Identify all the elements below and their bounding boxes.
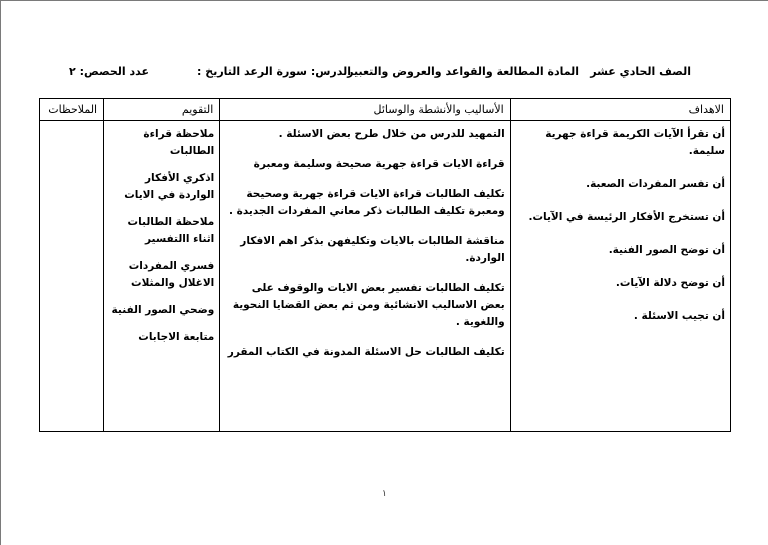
page-number: ١ — [382, 489, 387, 499]
subject-label: المادة المطالعة والقواعد والعروض والتعبير — [347, 65, 579, 78]
evaluation-item: ملاحظة الطالبات اثناء االتفسير — [127, 216, 215, 245]
goal-item: أن تقرأ الآيات الكريمة قراءة جهرية سليمة. — [545, 128, 725, 157]
lesson-plan-table — [39, 98, 731, 432]
lesson-date-label: الدرس: سورة الرعد التاريخ : — [197, 65, 351, 78]
lesson-header — [1, 65, 768, 83]
evaluation-item: متابعة الاجابات — [138, 331, 215, 343]
goal-item: أن تجيب الاسئلة . — [633, 310, 725, 322]
evaluation-item: وضحي الصور الفنية — [111, 304, 215, 316]
goal-item: أن تستخرج الأفكار الرئيسة في الآيات. — [528, 211, 725, 223]
evaluation-item: ملاحظة قراءة الطالبات — [143, 128, 215, 157]
evaluation-item: اذكري الأفكار الواردة في الايات — [124, 172, 215, 201]
goals-cell — [510, 121, 730, 432]
session-count-label: عدد الحصص: ٢ — [69, 65, 149, 78]
evaluation-list — [104, 121, 219, 346]
evaluation-column-header: التقويم — [104, 99, 220, 121]
goal-item: أن توضح دلالة الآيات. — [615, 277, 725, 289]
goal-item: أن تفسر المفردات الصعبة. — [586, 178, 725, 190]
goals-list — [511, 121, 730, 325]
method-item: تكليف الطالبات حل الاسئلة المدونة في الكتاب المقرر — [227, 346, 505, 358]
grade-label: الصف الحادي عشر — [590, 65, 691, 78]
methods-cell — [220, 121, 510, 432]
method-item: مناقشة الطالبات بالايات وتكليفهن بذكر اهم الافكار الواردة. — [240, 235, 505, 264]
evaluation-cell — [104, 121, 220, 432]
methods-list — [220, 121, 509, 361]
evaluation-item: فسري المفردات الاغلال والمثلات — [128, 260, 215, 289]
method-item: تكليف الطالبات تفسير بعض الايات والوقوف على بعض الاساليب الانشائية ومن ثم بعض القضايا النحوية واللغوية . — [232, 282, 505, 328]
notes-cell — [40, 121, 104, 432]
goals-column-header: الاهداف — [510, 99, 730, 121]
goal-item: أن توضح الصور الفنية. — [608, 244, 725, 256]
method-item: قراءة الايات قراءة جهرية صحيحة وسليمة ومعبرة — [253, 158, 505, 170]
methods-column-header: الأساليب والأنشطة والوسائل — [220, 99, 510, 121]
notes-column-header: الملاحظات — [40, 99, 104, 121]
method-item: تكليف الطالبات قراءة الايات قراءة جهرية وصحيحة ومعبرة تكليف الطالبات ذكر معاني المفردات الجديدة . — [229, 188, 505, 217]
table-header-row — [40, 99, 731, 121]
method-item: التمهيد للدرس من خلال طرح بعض الاسئلة . — [278, 128, 505, 140]
table-body-row — [40, 121, 731, 432]
